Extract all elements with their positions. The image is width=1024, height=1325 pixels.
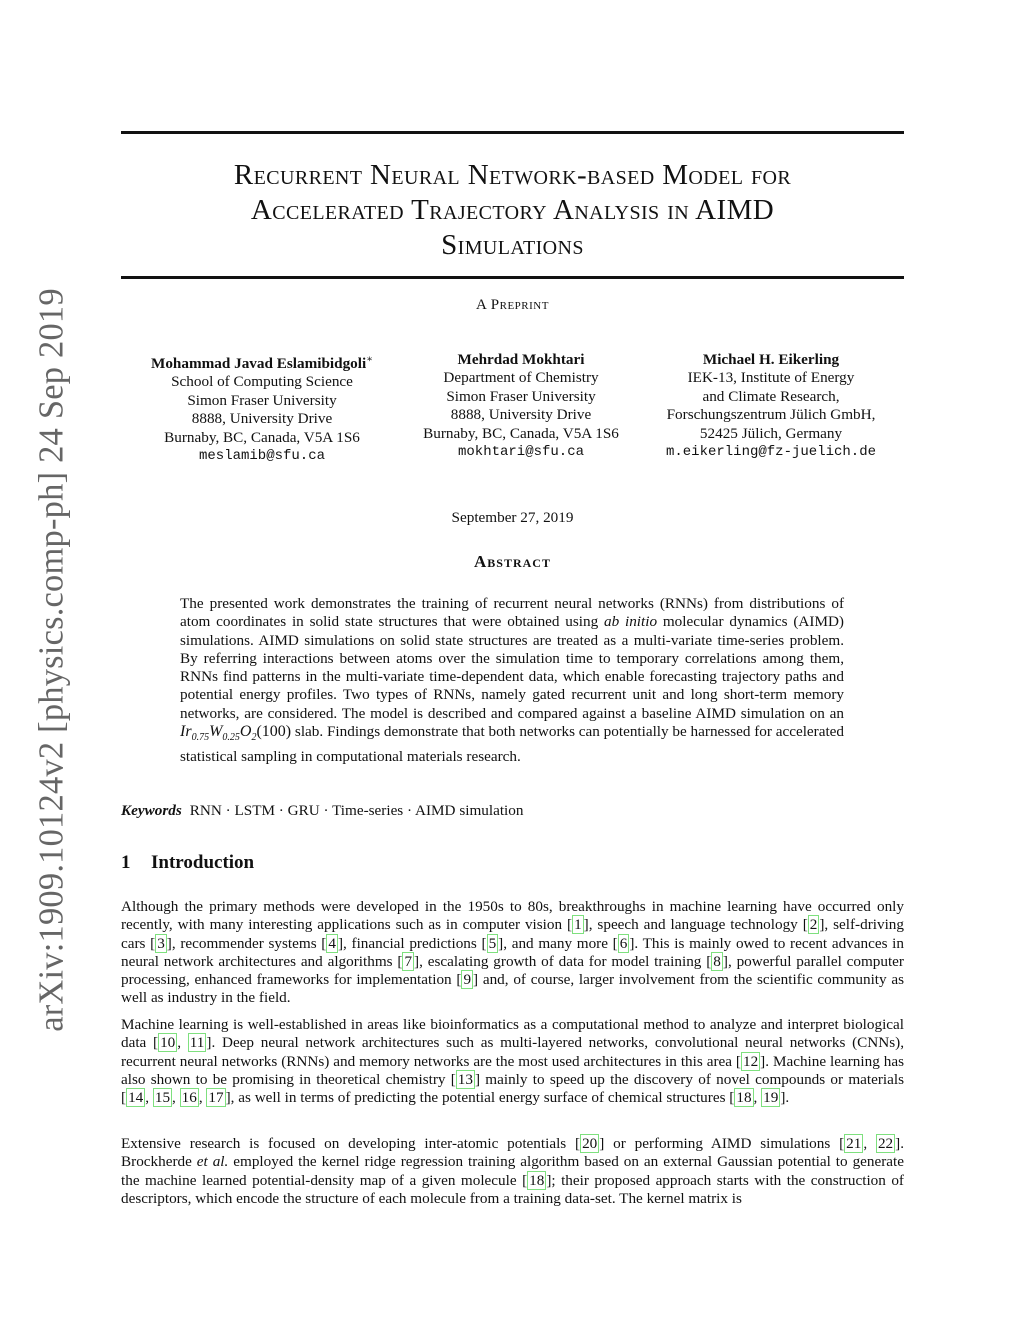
citation-link[interactable]: 16 (181, 1089, 197, 1107)
citation-link[interactable]: 1 (574, 916, 582, 934)
citation-link[interactable]: 10 (160, 1034, 176, 1052)
citation-link[interactable]: 3 (157, 934, 165, 952)
keywords-list: RNN · LSTM · GRU · Time-series · AIMD simulation (189, 802, 524, 819)
author-address: Forschungszentrum Jülich GmbH, (666, 406, 876, 424)
abstract-text: The presented work demonstrates the training of recurrent neural networks (RNNs) from distributions of atom coordinates in solid state structures that were obtained using ab initio molecular dynamics (AIMD) simulations. AIMD simulations on solid state structures are treated as a multi-variate time-series problem. By referring interactions between atoms over the simulation time to temporary correlations among them, RNNs find patterns in the multi-variate time-dependent data, which enable forecasting trajectory paths and potential energy profiles. Two types of RNNs, namely gated recurrent unit and long short-term memory networks, are considered. The model is described and compared against a baseline AIMD simulation on an $Ir_{0.75}W_{0.25}O_2(100)$ slab. Findings demonstrate that both networks can potentially be harnessed for accelerated statistical sampling in computational materials research. (180, 595, 845, 765)
citation-link[interactable]: 12 (742, 1052, 759, 1070)
intro-paragraph-3: Extensive research is focused on developing inter-atomic potentials [ 20 ] or performing AIMD simulations [ 21 , 22 ]. Brockherde et al. employed the kernel ridge regression training algorithm based on an external Gaussian potential to generate the machine learned potential-density map of a given molecule [ 18 ]; their proposed approach starts with the construction of descriptors, which encode the structure of each molecule from a training data-set. The kernel matrix is (121, 1135, 904, 1207)
author-affiliation: Simon Fraser University (187, 391, 337, 409)
author-name: Michael H. Eikerling (702, 351, 840, 368)
title-line: Recurrent Neural Network-based Model for (233, 159, 792, 191)
author-block (386, 351, 656, 461)
citation-link[interactable]: 15 (154, 1089, 171, 1107)
publication-date: September 27, 2019 (451, 509, 574, 526)
citation-link[interactable]: 8 (713, 952, 721, 970)
author-name: Mohammad Javad Eslamibidgoli∗ (151, 354, 373, 373)
intro-paragraph-1: Although the primary methods were developed in the 1950s to 80s, breakthroughs in machine learning have occurred only recently, with many interesting applications such as in computer vision [ 1 ], speech and language technology [ 2 ], self-driving cars [ 3 ], recommender systems [ 4 ], financial predictions [ 5 ], and many more [ 6 ]. This is mainly owed to recent advances in neural network architectures and algorithms [ 7 ], escalating growth of data for model training [ 8 ], powerful parallel computer processing, enhanced frameworks for implementation [ 9 ] and, of course, larger involvement from the scientific community as well as industry in the field. (121, 898, 905, 1007)
citation-link[interactable]: 5 (488, 934, 497, 952)
arxiv-stamp-text: arXiv:1909.10124v2 [physics.comp-ph] 24 Sep 2019 (32, 288, 71, 1032)
section-number: 1 (121, 852, 131, 873)
author-address: 8888, University Drive (450, 406, 592, 424)
arxiv-identifier (8, 0, 71, 1325)
citation-link[interactable]: 6 (619, 934, 628, 952)
citation-link[interactable]: 18 (529, 1171, 545, 1189)
section-title: Introduction (151, 852, 255, 873)
citation-link[interactable]: 14 (128, 1089, 144, 1107)
author-address: 8888, University Drive (191, 410, 333, 428)
citation-link[interactable]: 19 (763, 1089, 779, 1107)
section-heading-introduction (121, 852, 254, 874)
citation-link[interactable]: 21 (846, 1135, 862, 1152)
author-address: Burnaby, BC, Canada, V5A 1S6 (423, 424, 619, 442)
citation-link[interactable]: 17 (208, 1089, 224, 1107)
author-affiliation: Department of Chemistry (443, 369, 599, 387)
author-address: Burnaby, BC, Canada, V5A 1S6 (164, 428, 360, 446)
author-affiliation: IEK-13, Institute of Energy (687, 369, 855, 387)
citation-link[interactable]: 18 (736, 1089, 752, 1107)
title-bottom-rule (121, 276, 904, 279)
author-email[interactable]: m.eikerling@fz-juelich.de (665, 444, 877, 461)
preprint-label: A Preprint (476, 297, 549, 313)
citation-link[interactable]: 9 (463, 971, 472, 989)
title-line: Accelerated Trajectory Analysis in AIMD (250, 194, 775, 226)
author-name: Mehrdad Mokhtari (457, 351, 585, 368)
citation-link[interactable]: 20 (582, 1135, 598, 1152)
citation-link[interactable]: 7 (404, 952, 413, 970)
author-block (636, 351, 906, 461)
author-affiliation: Simon Fraser University (446, 387, 596, 405)
citation-link[interactable]: 2 (809, 916, 818, 934)
chemical-formula: $Ir_{0.75}W_{0.25}O_2(100)$ (180, 723, 292, 744)
author-affiliation: and Climate Research, (702, 387, 840, 405)
title-top-rule (121, 131, 904, 134)
title-line: Simulations (441, 229, 584, 261)
author-affiliation: School of Computing Science (171, 373, 353, 391)
author-block (127, 351, 397, 466)
citation-link[interactable]: 13 (457, 1070, 473, 1088)
citation-link[interactable]: 11 (189, 1034, 205, 1052)
citation-link[interactable]: 22 (877, 1135, 894, 1152)
abstract-heading: Abstract (474, 552, 551, 571)
keywords-line (121, 802, 523, 820)
keywords-label: Keywords (121, 802, 182, 819)
paper-title (121, 158, 904, 263)
intro-paragraph-2: Machine learning is well-established in areas like bioinformatics as a computational method to analyze and interpret biological data [ 10 , 11 ]. Deep neural network architectures such as multi-layered networks, convolutional neural networks (CNNs), recurrent neural networks (RNNs) and memory networks are the most used architectures in this area [ 12 ]. Machine learning has also shown to be promising in theoretical chemistry [ 13 ] mainly to speed up the discovery of novel compounds or materials [ 14 , 15 , 16 , 17 ], as well in terms of predicting the potential energy surface of chemical structures [ 18 , 19 ]. (121, 1016, 904, 1107)
citation-link[interactable]: 4 (328, 934, 336, 952)
author-email[interactable]: meslamib@sfu.ca (198, 448, 326, 465)
author-address: 52425 Jülich, Germany (699, 424, 843, 442)
author-email[interactable]: mokhtari@sfu.ca (457, 444, 585, 461)
